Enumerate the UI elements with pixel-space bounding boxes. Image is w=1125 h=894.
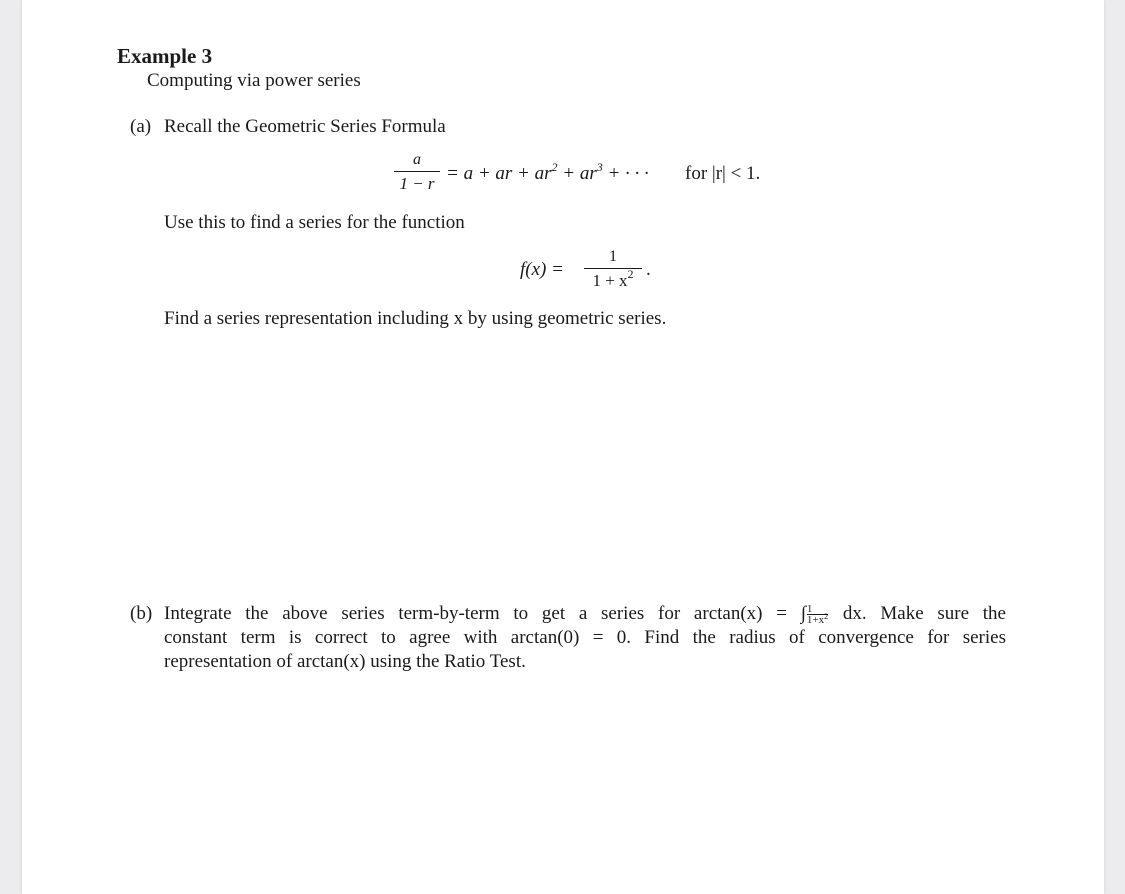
part-a-task: Find a series representation including x by using geometric series. [164, 308, 667, 329]
geometric-denominator: 1 − r [399, 174, 435, 193]
geometric-numerator: a [413, 151, 421, 168]
line1-start: Integrate the above series term-by-term to get a series for arctan(x) = ∫ [164, 603, 806, 624]
convergence-condition: for |r| < 1. [685, 163, 761, 184]
example-title: Example 3 [117, 44, 213, 68]
fraction-bar [394, 171, 440, 172]
denominator-base: 1 + x [592, 271, 628, 290]
part-b-line-1 [164, 602, 1006, 626]
geometric-fraction [394, 151, 440, 194]
part-b-paragraph [164, 602, 1006, 674]
inline-numerator: 1 [806, 603, 813, 616]
denominator-exponent: 2 [627, 267, 634, 281]
rhs-prefix: = a + ar + ar [446, 163, 552, 184]
rhs-tail: + · · · [602, 163, 649, 184]
document-page [22, 0, 1104, 894]
part-b-line-2: constant term is correct to agree with arctan(0) = 0. Find the radius of convergence for series [164, 627, 1006, 648]
geometric-rhs [446, 160, 649, 185]
function-denominator [584, 267, 642, 291]
part-b-line-3: representation of arctan(x) using the Ratio Test. [164, 651, 526, 672]
part-b-label: (b) [130, 603, 153, 624]
rhs-mid: + ar [557, 163, 597, 184]
exponent-3: 3 [596, 160, 603, 174]
inline-den-exp: 2 [824, 612, 829, 622]
inline-den-base: 1+x [806, 614, 825, 627]
exponent-2: 2 [551, 160, 558, 174]
example-subtitle: Computing via power series [147, 70, 361, 91]
inline-fraction [807, 604, 828, 625]
instruction-text: Use this to find a series for the function [164, 212, 465, 233]
function-lhs: f(x) = [520, 259, 564, 280]
part-a-label: (a) [130, 116, 152, 137]
line1-end: dx. Make sure the [829, 603, 1006, 624]
function-numerator: 1 [609, 248, 617, 265]
function-period: . [646, 259, 651, 280]
function-fraction [584, 248, 642, 291]
inline-denominator [807, 614, 828, 625]
part-a-heading: Recall the Geometric Series Formula [164, 116, 446, 137]
